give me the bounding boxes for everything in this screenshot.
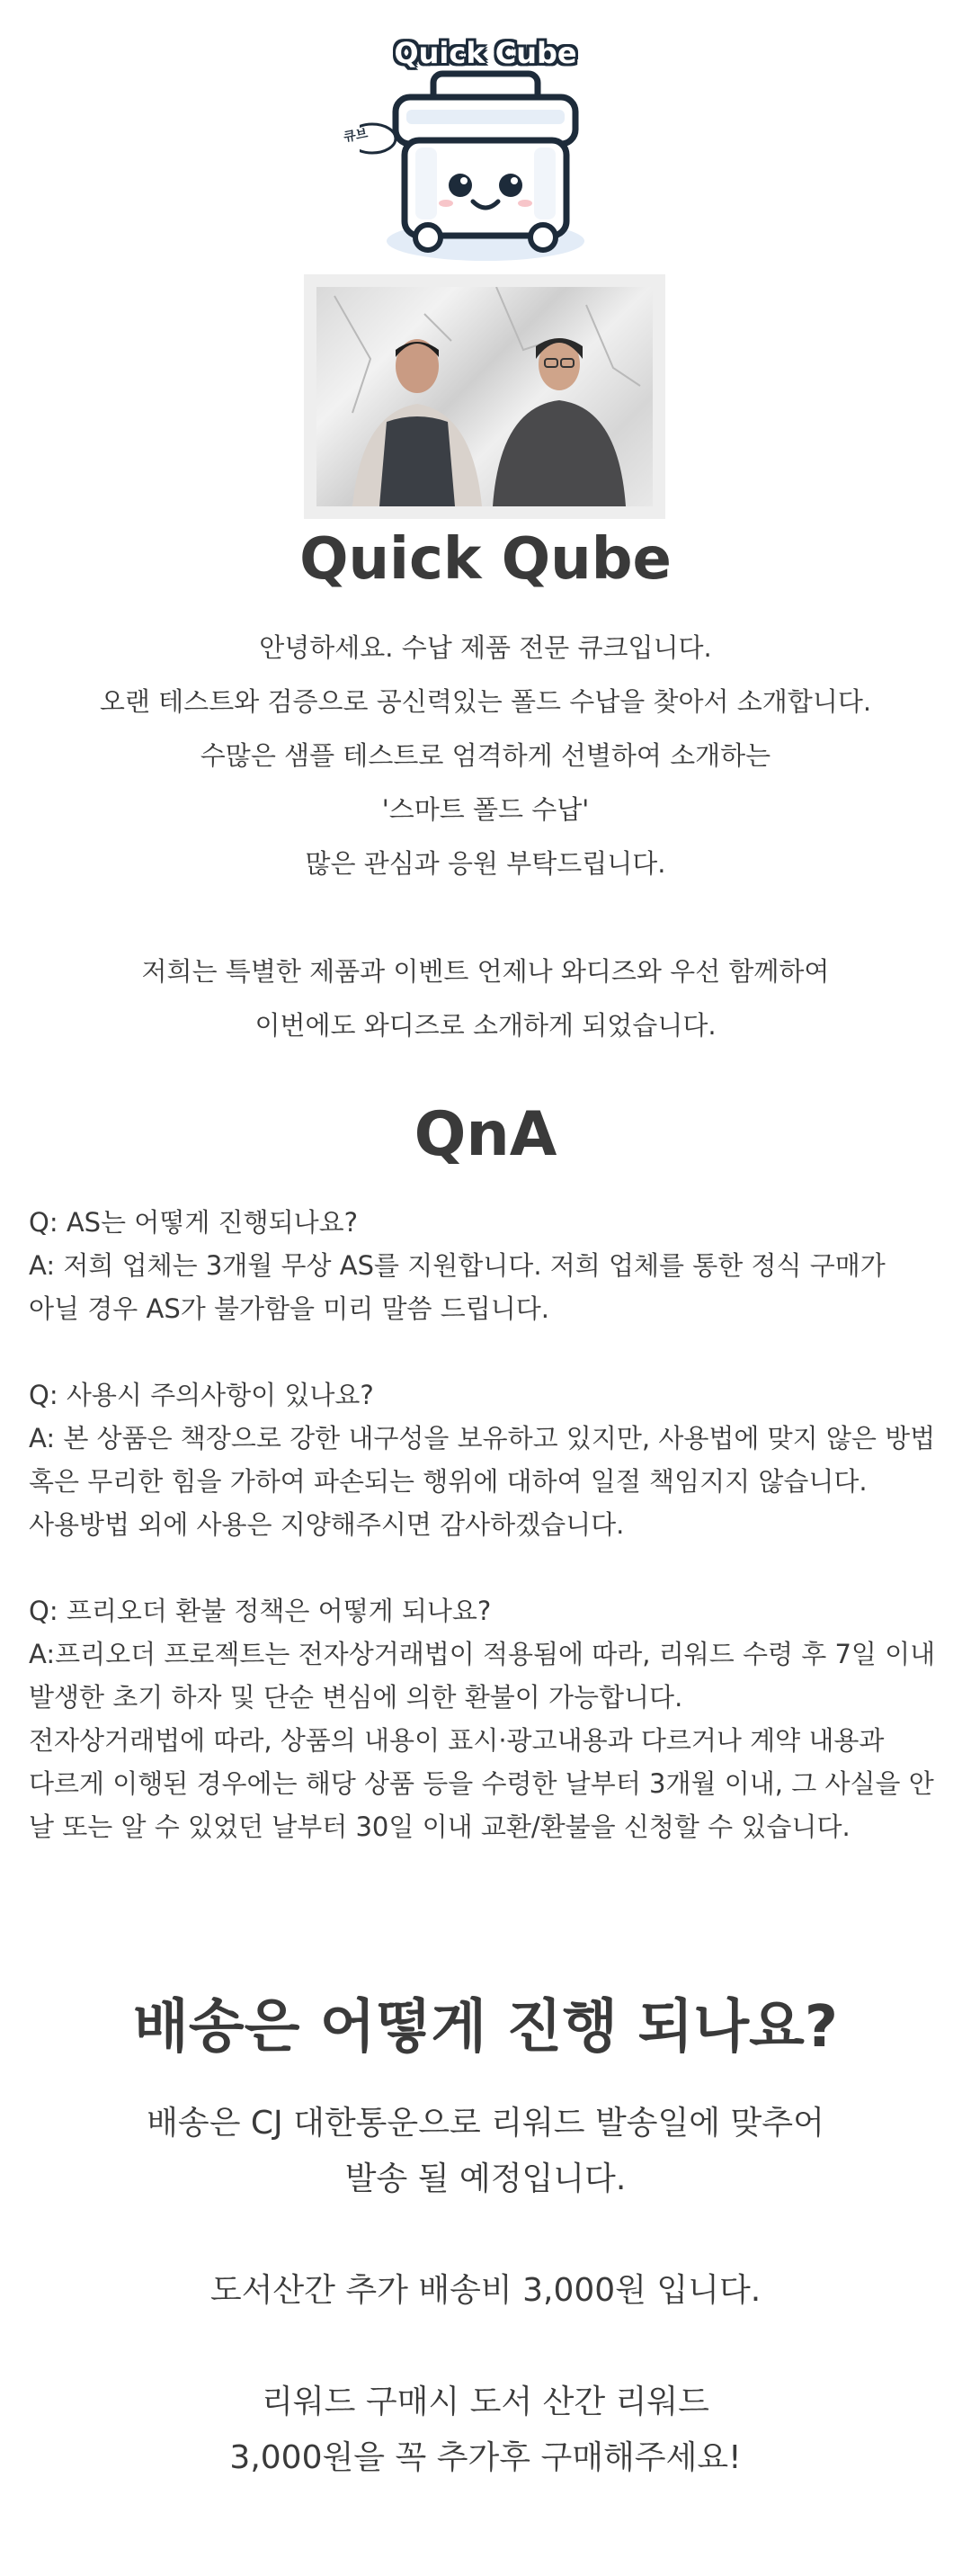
qna-list xyxy=(29,1201,942,1892)
shipping-title: 배송은 어떻게 진행 되나요? xyxy=(132,1994,839,2061)
shipping-line: 리워드 구매시 도서 산간 리워드 xyxy=(262,2384,709,2420)
intro-line: 안녕하세요. 수납 제품 전문 큐크입니다. xyxy=(259,632,712,663)
team-photo-image xyxy=(316,287,653,506)
brand-title: Quick Qube xyxy=(299,526,672,593)
qna-answer: A: 저희 업체는 3개월 무상 AS를 지원합니다. 저희 업체를 통한 정식 구매가 아닐 경우 AS가 불가함을 미리 말씀 드립니다. xyxy=(29,1250,886,1324)
qna-item xyxy=(29,1373,942,1546)
qna-question: Q: AS는 어떻게 진행되나요? xyxy=(29,1207,359,1238)
qna-answer: 전자상거래법에 따라, 상품의 내용이 표시·광고내용과 다르거나 계약 내용과 다르게 이행된 경우에는 해당 상품 등을 수령한 날부터 3개월 이내, 그 사실을 안 날 또는 알 수 있었던 날부터 30일 이내 교환/환불을 신청할 수 있습니다. xyxy=(29,1725,934,1842)
intro-text xyxy=(0,621,971,1052)
intro-line: '스마트 폴드 수납' xyxy=(381,794,590,825)
qna-item xyxy=(29,1589,942,1848)
qna-title: QnA xyxy=(414,1099,557,1170)
qna-answer: A:프리오더 프로젝트는 전자상거래법이 적용됨에 따라, 리워드 수령 후 7일 이내 발생한 초기 하자 및 단순 변심에 의한 환불이 가능합니다. xyxy=(29,1639,936,1713)
shipping-info xyxy=(0,2096,971,2486)
intro-line: 이번에도 와디즈로 소개하게 되었습니다. xyxy=(254,1010,717,1041)
qna-answer: A: 본 상품은 책장으로 강한 내구성을 보유하고 있지만, 사용법에 맞지 않은 방법 혹은 무리한 힘을 가하여 파손되는 행위에 대하여 일절 책임지지 않습니다. 사용방법 외에 사용은 지양해주시면 감사하겠습니다. xyxy=(29,1423,936,1540)
logo-title: Quick Cube xyxy=(394,36,577,70)
shipping-line: 배송은 CJ 대한통운으로 리워드 발송일에 맞추어 xyxy=(147,2105,824,2142)
quick-cube-logo xyxy=(342,27,611,270)
qna-question: Q: 사용시 주의사항이 있나요? xyxy=(29,1380,374,1410)
qna-question: Q: 프리오더 환불 정책은 어떻게 되나요? xyxy=(29,1596,492,1626)
intro-line: 오랜 테스트와 검증으로 공신력있는 폴드 수납을 찾아서 소개합니다. xyxy=(99,686,872,717)
shipping-line: 3,000원을 꼭 추가후 구매해주세요! xyxy=(229,2439,742,2476)
intro-line: 많은 관심과 응원 부탁드립니다. xyxy=(305,848,666,879)
shipping-line: 발송 될 예정입니다. xyxy=(344,2160,627,2197)
shipping-line: 도서산간 추가 배송비 3,000원 입니다. xyxy=(209,2272,762,2309)
team-photo xyxy=(304,274,665,519)
intro-line: 저희는 특별한 제품과 이벤트 언제나 와디즈와 우선 함께하여 xyxy=(141,956,830,987)
intro-line: 수많은 샘플 테스트로 엄격하게 선별하여 소개하는 xyxy=(200,740,771,771)
qna-item xyxy=(29,1201,942,1330)
logo-bubble-text: 큐브 xyxy=(342,126,370,146)
